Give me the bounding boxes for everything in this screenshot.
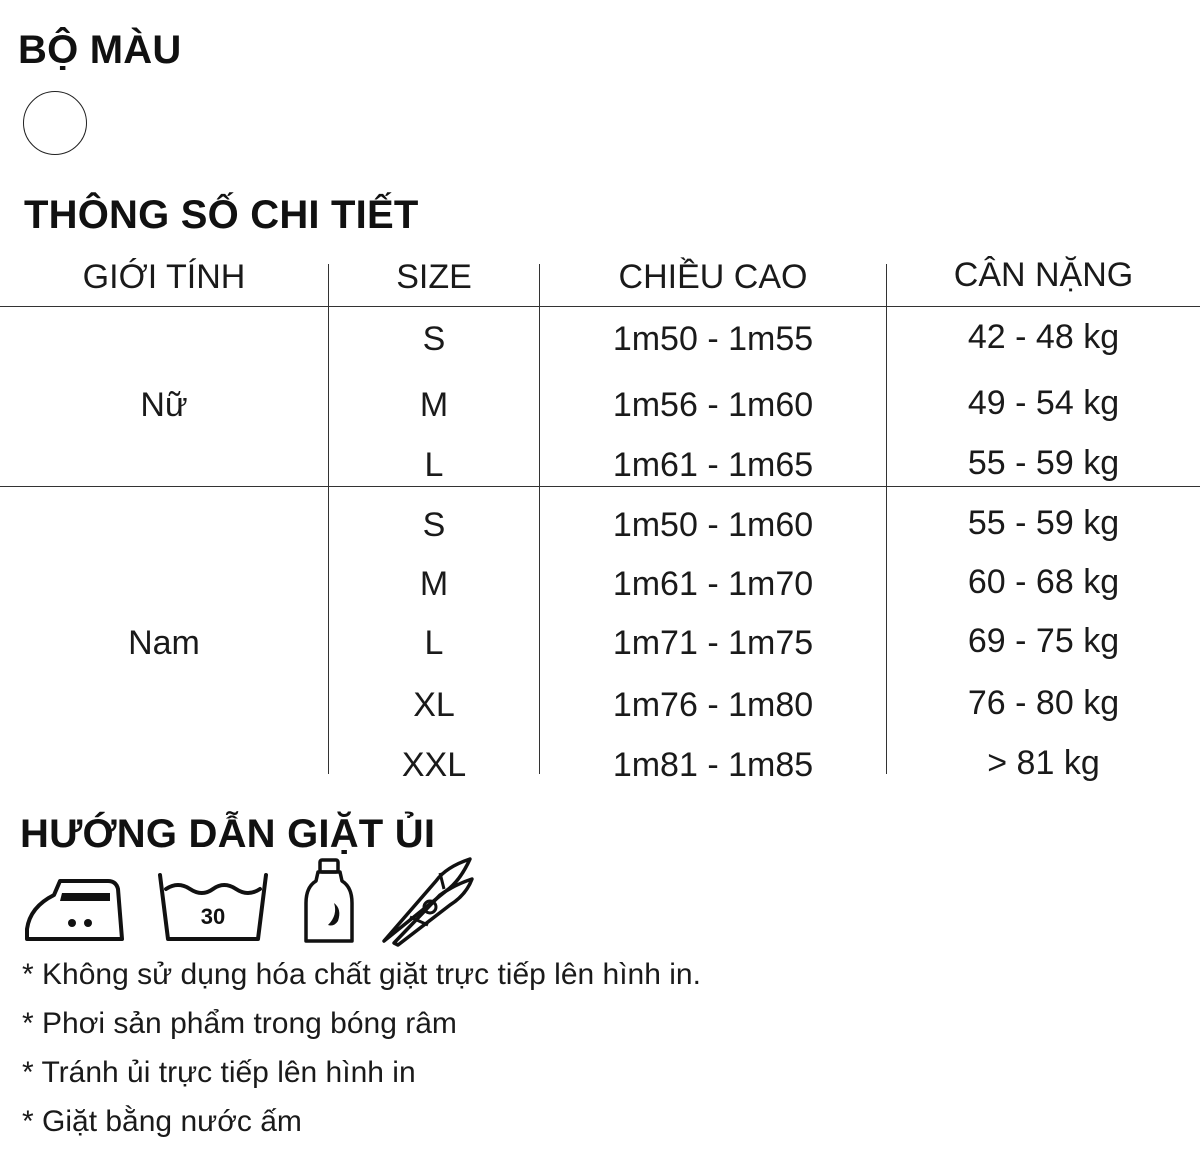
size-cell: XXL <box>401 746 467 784</box>
iron-icon <box>24 877 126 943</box>
care-note: * Giặt bằng nước ấm <box>22 1105 302 1138</box>
weight-cell: 76 - 80 kg <box>967 684 1120 722</box>
clothespin-icon <box>380 855 476 947</box>
size-cell: L <box>424 446 444 484</box>
care-icons <box>20 855 480 947</box>
weight-cell: 55 - 59 kg <box>967 444 1120 482</box>
care-note: * Phơi sản phẩm trong bóng râm <box>22 1007 457 1040</box>
size-cell: M <box>419 386 449 424</box>
care-notes <box>22 950 701 1146</box>
weight-cell: 42 - 48 kg <box>967 318 1120 356</box>
wash-temp-label: 30 <box>200 904 226 929</box>
header-height: CHIỀU CAO <box>618 258 808 296</box>
height-cell: 1m56 - 1m60 <box>612 386 814 424</box>
height-cell: 1m50 - 1m60 <box>612 506 814 544</box>
size-cell: XL <box>413 686 455 724</box>
weight-cell: 60 - 68 kg <box>967 563 1120 601</box>
gender-cell-female: Nữ <box>140 386 188 424</box>
group-divider <box>0 486 1200 487</box>
height-cell: 1m50 - 1m55 <box>612 320 814 358</box>
header-divider <box>0 306 1200 307</box>
weight-cell: 69 - 75 kg <box>967 622 1120 660</box>
height-cell: 1m61 - 1m65 <box>612 446 814 484</box>
care-note: * Tránh ủi trực tiếp lên hình in <box>22 1056 416 1089</box>
height-cell: 1m76 - 1m80 <box>612 686 814 724</box>
header-gender: GIỚI TÍNH <box>82 258 246 296</box>
weight-cell: > 81 kg <box>987 744 1100 782</box>
care-note: * Không sử dụng hóa chất giặt trực tiếp lên hình in. <box>22 958 701 991</box>
size-cell: S <box>422 506 446 544</box>
height-cell: 1m71 - 1m75 <box>612 624 814 662</box>
size-cell: S <box>422 320 446 358</box>
care-section-title: HƯỚNG DẪN GIẶT ỦI <box>20 812 436 856</box>
gender-cell-male: Nam <box>128 624 200 662</box>
header-size: SIZE <box>396 258 472 296</box>
height-cell: 1m61 - 1m70 <box>612 565 814 603</box>
header-weight: CÂN NẶNG <box>953 256 1134 294</box>
weight-cell: 49 - 54 kg <box>967 384 1120 422</box>
color-swatch-white[interactable] <box>23 91 87 155</box>
weight-cell: 55 - 59 kg <box>967 504 1120 542</box>
color-section-title: BỘ MÀU <box>18 28 182 72</box>
size-cell: L <box>424 624 444 662</box>
size-cell: M <box>419 565 449 603</box>
height-cell: 1m81 - 1m85 <box>612 746 814 784</box>
detergent-bottle-icon <box>304 857 354 945</box>
spec-section-title: THÔNG SỐ CHI TIẾT <box>24 193 419 237</box>
wash-30-icon <box>154 871 272 943</box>
